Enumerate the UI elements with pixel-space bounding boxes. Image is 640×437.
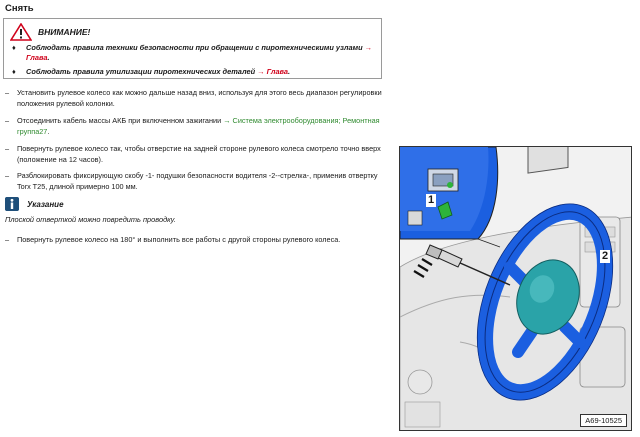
step-text: Повернуть рулевое колесо так, чтобы отверстие на задней стороне рулевого колеса смотрело точно вверх (положение на 12 часов). — [17, 144, 381, 164]
dash-icon: – — [5, 116, 10, 125]
step-text-main: Отсоединить кабель массы АКБ при включенном зажигании — [17, 116, 222, 125]
warning-box — [3, 18, 382, 79]
step-text: Разблокировать фиксирующую скобу -1- подушки безопасности водителя -2--стрелка-, применив отвертку Torx T25, длиной примерно 100 мм. — [17, 171, 378, 191]
page-title: Снять — [5, 3, 34, 14]
step-text-tail: . — [47, 126, 50, 136]
figure-id-label: A69-10525 — [580, 414, 627, 427]
info-icon — [5, 197, 19, 211]
callout-1-label: 1 — [428, 194, 435, 206]
steering-wheel-illustration — [400, 147, 632, 431]
warning-heading: ВНИМАНИЕ! — [38, 27, 91, 37]
warning-triangle-icon — [10, 23, 32, 41]
bullet-icon: ♦ — [12, 67, 16, 76]
bullet-icon: ♦ — [12, 43, 16, 52]
warning-item-tail: . — [288, 67, 291, 76]
callout-2-label: 2 — [602, 250, 609, 262]
warning-list — [10, 43, 376, 81]
warning-item-text: Соблюдать правила техники безопасности при обращении с пиротехническими узлами — [26, 43, 363, 52]
step-text: Установить рулевое колесо как можно дальше назад вниз, используя для этого весь диапазон регулировки положения рулевой колонки. — [17, 88, 382, 108]
steering-wheel-figure — [399, 146, 632, 431]
note-text: Плоской отверткой можно повредить проводку. — [5, 215, 176, 224]
dash-icon: – — [5, 144, 10, 153]
warning-item-tail: . — [47, 53, 50, 62]
warning-chapter-link[interactable]: → Глава — [26, 43, 373, 62]
note-heading: Указание — [27, 200, 64, 209]
warning-chapter-link[interactable]: → Глава — [257, 67, 289, 76]
step-text — [17, 116, 383, 137]
dash-icon: – — [5, 171, 10, 180]
warning-item — [10, 43, 376, 63]
warning-item-text: Соблюдать правила утилизации пиротехнических деталей — [26, 67, 256, 76]
warning-item — [10, 67, 376, 77]
dash-icon: – — [5, 88, 10, 97]
step-text: Повернуть рулевое колесо на 180° и выполнить все работы с другой стороны рулевого колеса. — [17, 235, 341, 244]
step-reference-link[interactable]: → Система электрооборудования; Ремонтная группа27 — [17, 116, 380, 136]
dash-icon: – — [5, 235, 10, 244]
